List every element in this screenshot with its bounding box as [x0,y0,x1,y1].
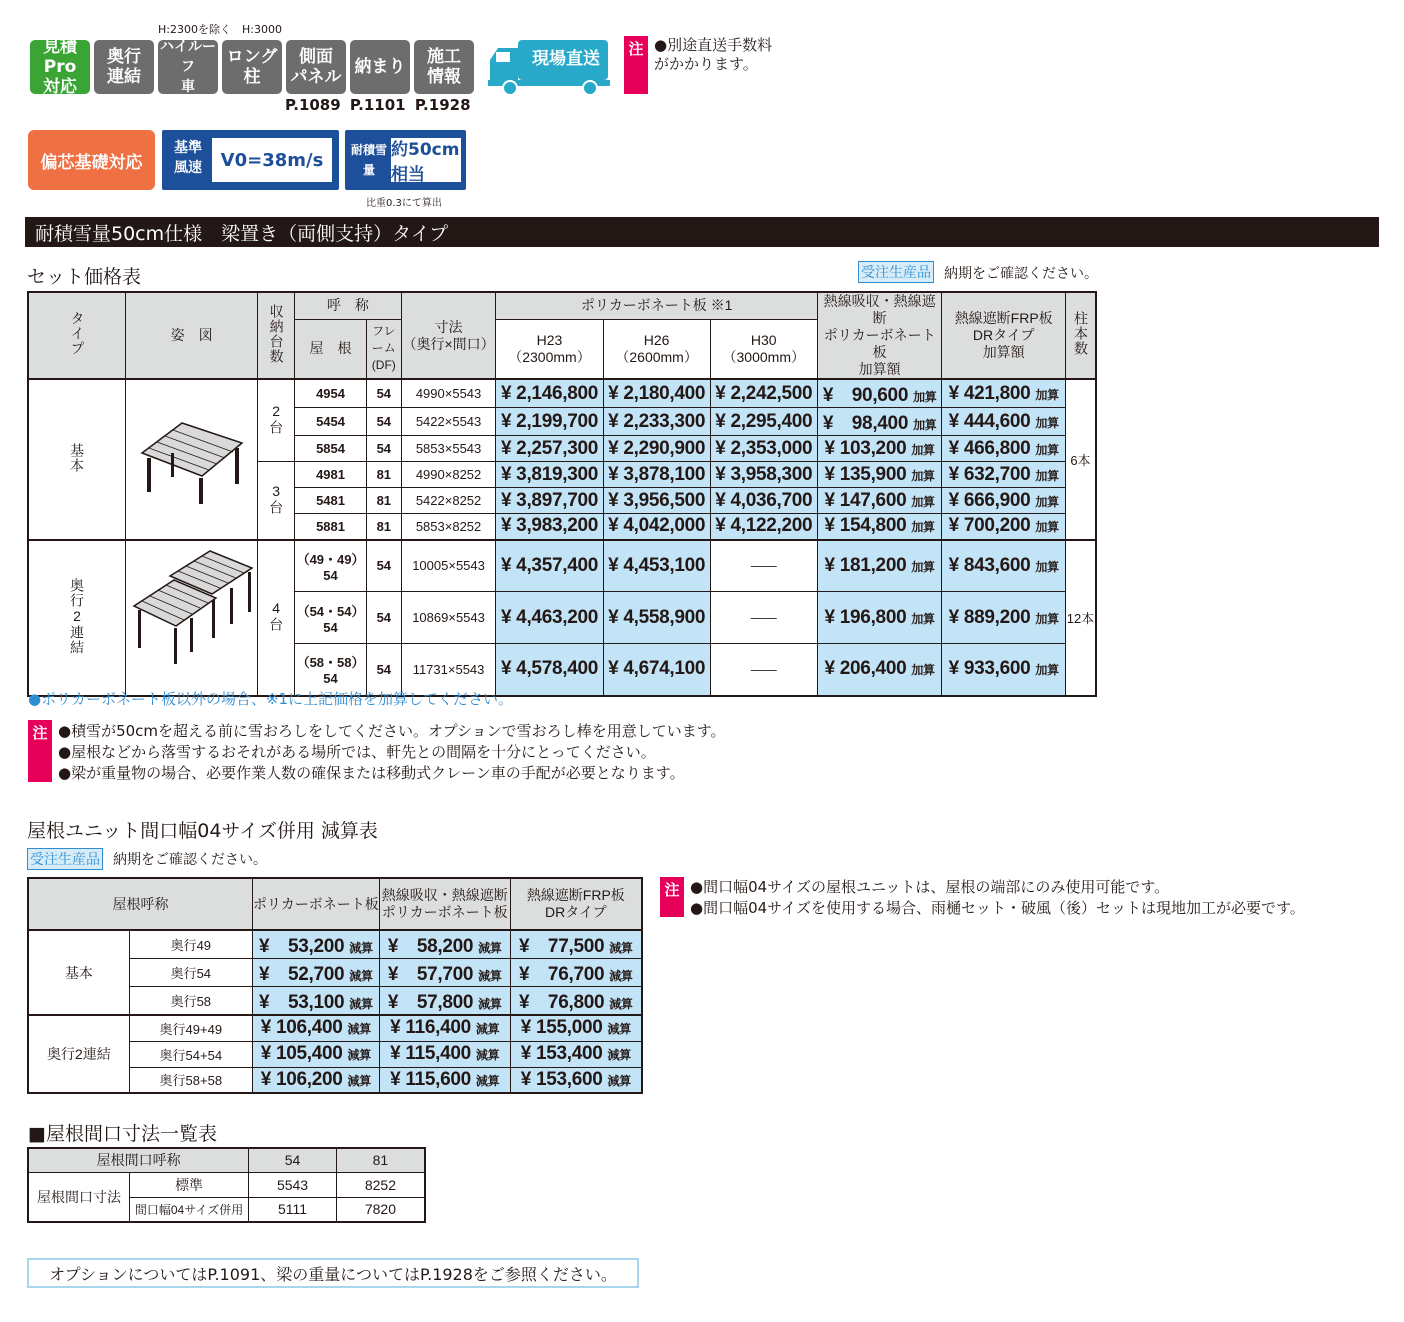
table-row: 間口幅04サイズ併用 5111 7820 [28,1197,425,1222]
col-figure-header: 姿 図 [126,292,258,379]
made-to-order-text: 納期をご確認ください。 [944,266,1098,282]
span-table: 屋根間口呼称 54 81 屋根間口寸法 標準 5543 8252 間口幅04サイズ併用 5111 7820 [27,1147,426,1223]
snow-load-badge [345,130,466,190]
col-type-header: タイプ [28,292,126,379]
made-to-order-badge: 受注生産品 [858,261,934,283]
note-line: ●間口幅04サイズを使用する場合、雨樋セット・破風（後）セットは現地加工が必要です。 [690,899,1305,917]
direct-delivery-label: 現場直送 [532,49,600,69]
snow-load-value: 約50cm相当 [391,140,460,185]
col-capacity-header: 収納台数 [258,292,295,379]
figure-double [126,540,258,696]
table-row: 基本 2台 4954 54 4990×5543 ¥ 2,146,800 ¥ 2,180,400 ¥ 2,242,500 ¥ 90,600 加算 ¥ 421,800 加算 6本 [28,379,1096,408]
made-to-order-text: 納期をご確認ください。 [113,852,267,868]
reduction-table [27,877,643,1094]
red-frp-header: 熱線遮断FRP板 DRタイプ [510,878,642,930]
col-frame-header: フレーム (DF) [366,319,401,379]
fitting-badge: 納まり [350,40,410,94]
col-roof-header: 屋 根 [295,319,367,379]
note-line: ●間口幅04サイズの屋根ユニットは、屋根の端部にのみ使用可能です。 [690,878,1170,896]
snow-note: 比重0.3にて算出 [366,198,442,209]
col-dims-header: 寸法 （奥行×間口） [401,292,496,379]
feature-badges [30,37,474,97]
col-poly-header: ポリカーボネート板 ※1 [496,292,817,319]
side-panel-badge: 側面 パネル [286,40,346,94]
table-row: 奥行58 ¥ 53,100 減算 ¥ 57,800 減算 ¥ 76,800 減算 [28,987,642,1016]
page-refs: P.1089 P.1101 P.1928 [285,96,471,114]
red-heat-header: 熱線吸収・熱線遮断 ポリカーボネート板 [379,878,510,930]
snow-notes [58,721,726,784]
capacity-2: 2台 [258,379,295,462]
table-row: 基本 奥行49 ¥ 53,200 減算 ¥ 58,200 減算 ¥ 77,500 減算 [28,930,642,959]
construction-info-badge: 施工 情報 [414,40,474,94]
table-row: 5881 81 5853×8252 ¥ 3,983,200 ¥ 4,042,000 ¥ 4,122,200 ¥ 154,800 加算 ¥ 700,200 加算 [28,514,1096,540]
high-roof-badge: ハイルーフ 車 [160,39,216,95]
table-row: 屋根間口寸法 標準 5543 8252 [28,1172,425,1197]
table-row: 奥行58+58 ¥ 106,200 減算 ¥ 115,600 減算 ¥ 153,600 減算 [28,1067,642,1093]
mitsumori-pro-badge: 見積Pro 対応 [30,40,90,94]
note-line: ●積雪が50cmを超える前に雪おろしをしてください。オプションで雪おろし棒を用意しています。 [58,722,726,740]
wind-speed-badge [162,130,339,190]
col-h26-header: H26 （2600mm） [603,319,710,379]
long-post-badge: ロング 柱 [222,40,282,94]
red-name-header: 屋根呼称 [28,878,252,930]
snow-load-label: 耐積雪 量 [350,143,387,177]
table-row: 5481 81 5422×8252 ¥ 3,897,700 ¥ 3,956,500 ¥ 4,036,700 ¥ 147,600 加算 ¥ 666,900 加算 [28,488,1096,514]
table-row: 5854 54 5853×5543 ¥ 2,257,300 ¥ 2,290,900 ¥ 2,353,000 ¥ 103,200 加算 ¥ 466,800 加算 [28,436,1096,462]
table-row: 3台 4981 81 4990×8252 ¥ 3,819,300 ¥ 3,878,100 ¥ 3,958,300 ¥ 135,900 加算 ¥ 632,700 加算 [28,462,1096,488]
span-table-title: ■屋根間口寸法一覧表 [28,1123,217,1145]
table-row: 奥行2連結 奥行49+49 ¥ 106,400 減算 ¥ 116,400 減算 ¥ 155,000 減算 [28,1015,642,1041]
option-note: オプションについてはP.1091、梁の重量についてはP.1928をご参照ください。 [27,1258,639,1288]
capacity-3: 3台 [258,462,295,540]
table-row: 奥行54+54 ¥ 105,400 減算 ¥ 115,400 減算 ¥ 153,400 減算 [28,1041,642,1067]
polycarbonate-note: ●ポリカーボネート板以外の場合、※1に上記価格を加算してください。 [28,690,514,708]
red-poly-header: ポリカーボネート板 [252,878,379,930]
posts-double: 12本 [1065,540,1096,696]
badge-note: H:2300を除く H:3000 [158,23,282,36]
col-frp-header: 熱線遮断FRP板 DRタイプ 加算額 [942,292,1065,379]
carport-double-icon [130,546,254,686]
capacity-4: 4台 [258,540,295,696]
depth-link-badge: 奥行 連結 [94,40,154,94]
col-h30-header: H30 （3000mm） [710,319,817,379]
delivery-fee-note: ●別途直送手数料がかかります。 [654,36,773,73]
note-tag: 注 [660,877,684,917]
table-row: 5454 54 5422×5543 ¥ 2,199,700 ¥ 2,233,300 ¥ 2,295,400 ¥ 98,400 加算 ¥ 444,600 加算 [28,408,1096,436]
type-basic: 基本 [28,379,126,540]
table-row: 奥行2連結 4台 （49・49）54 54 10005×5543 ¥ 4,357,400 ¥ 4,453,100 —— ¥ 181,200 加算 ¥ 843,600 加算 12本 [28,540,1096,592]
col-h23-header: H23 （2300mm） [496,319,603,379]
wind-speed-value: V0=38m/s [212,138,332,182]
table-row: 奥行54 ¥ 52,700 減算 ¥ 57,700 減算 ¥ 76,700 減算 [28,959,642,987]
wind-speed-label: 基準 風速 [174,140,202,176]
reduce-title: 屋根ユニット間口幅04サイズ併用 減算表 [27,820,378,842]
type-double: 奥行2連結 [28,540,126,696]
made-to-order-badge: 受注生産品 [27,848,103,870]
offset-foundation-badge: 偏芯基礎対応 [28,130,155,190]
col-heat-header: 熱線吸収・熱線遮断 ポリカーボネート板 加算額 [817,292,942,379]
col-posts-header: 柱本数 [1065,292,1096,379]
note-tag: 注 [624,36,648,94]
figure-basic [126,379,258,540]
carport-basic-icon [137,408,247,508]
note-tag: 注 [28,720,52,782]
spec-title-bar: 耐積雪量50cm仕様 梁置き（両側支持）タイプ [25,217,1379,247]
col-name-header: 呼 称 [295,292,402,319]
table-row: （54・54）54 54 10869×5543 ¥ 4,463,200 ¥ 4,558,900 —— ¥ 196,800 加算 ¥ 889,200 加算 [28,592,1096,644]
set-price-title: セット価格表 [27,266,142,288]
width04-notes [690,877,1305,919]
set-price-table [27,291,1097,697]
posts-basic: 6本 [1065,379,1096,540]
note-line: ●屋根などから落雪するおそれがある場所では、軒先との間隔を十分にとってください。 [58,743,656,761]
note-line: ●梁が重量物の場合、必要作業人数の確保または移動式クレーン車の手配が必要となります。 [58,764,685,782]
table-row: （58・58）54 54 11731×5543 ¥ 4,578,400 ¥ 4,674,100 —— ¥ 206,400 加算 ¥ 933,600 加算 [28,644,1096,696]
